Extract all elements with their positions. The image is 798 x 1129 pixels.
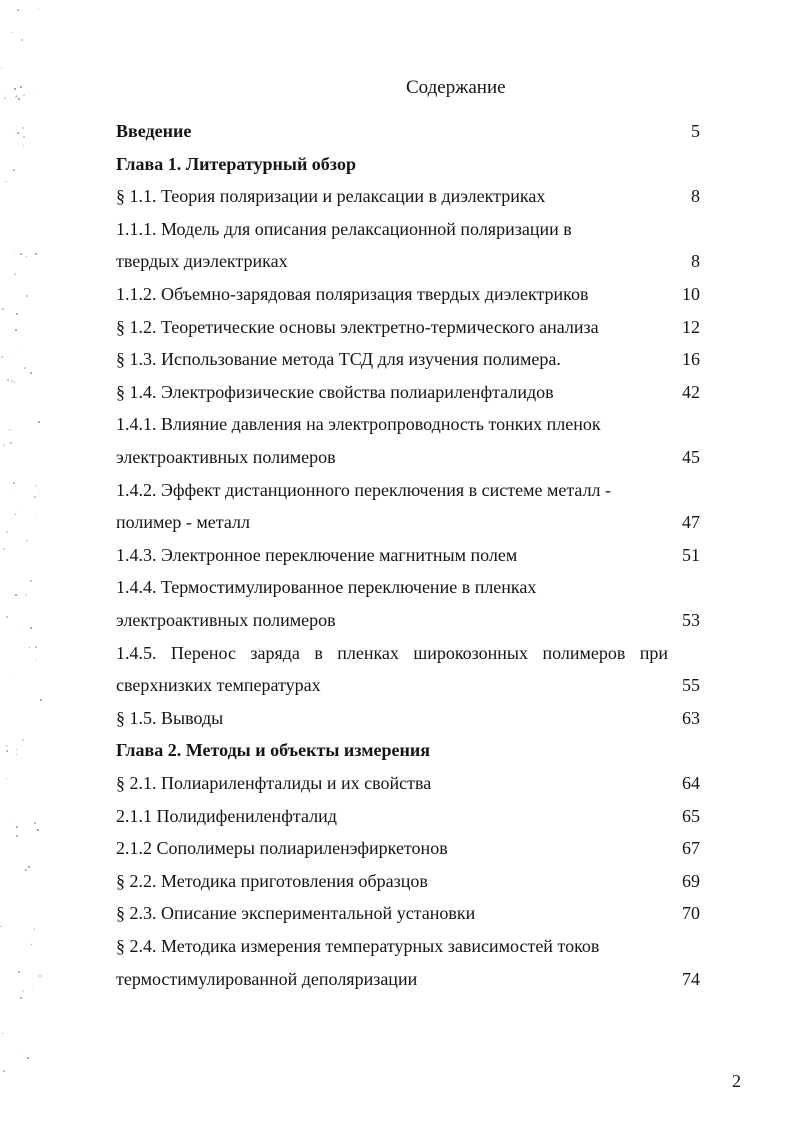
page-number: 2 <box>732 1071 741 1091</box>
scan-speck <box>30 627 32 629</box>
scan-speck <box>21 346 22 347</box>
scan-speck <box>18 971 20 973</box>
scan-speck <box>32 986 33 987</box>
scan-speck <box>6 745 8 747</box>
toc-entry: § 2.2. Методика приготовления образцов <box>116 871 428 891</box>
scan-speck <box>6 531 8 533</box>
scan-speck <box>7 379 9 381</box>
toc-page-number: 67 <box>682 838 700 858</box>
scan-speck <box>14 253 15 254</box>
scan-speck <box>3 1070 5 1072</box>
scan-speck <box>30 372 32 374</box>
scan-speck <box>34 496 36 498</box>
toc-page-number: 65 <box>682 806 700 826</box>
scan-speck <box>23 94 25 96</box>
scan-speck <box>18 98 20 100</box>
toc-page-number: 63 <box>682 708 700 728</box>
scan-speck <box>12 677 13 678</box>
scan-speck <box>39 975 41 977</box>
scan-speck <box>6 778 7 779</box>
scan-speck <box>16 835 18 837</box>
toc-entry: § 1.2. Теоретические основы электретно-термического анализа <box>116 317 599 337</box>
scan-speck <box>13 169 15 171</box>
scan-speck <box>3 444 5 446</box>
toc-entry: 1.4.3. Электронное переключение магнитным полем <box>116 545 518 565</box>
scan-speck <box>38 421 40 423</box>
toc-entry: электроактивных полимеров <box>116 610 336 630</box>
scan-speck <box>11 380 13 382</box>
scan-speck <box>23 145 24 146</box>
scan-speck <box>33 928 35 930</box>
toc-heading: Введение <box>116 121 192 141</box>
scan-speck <box>1 67 2 68</box>
toc-entry: 2.1.1 Полидифениленфталид <box>116 806 337 826</box>
scan-speck <box>22 127 24 129</box>
scan-speck <box>4 97 6 99</box>
toc-entry: сверхнизких температурах <box>116 675 321 695</box>
scan-speck <box>34 822 36 824</box>
scan-speck <box>5 181 7 183</box>
toc-page-number: 70 <box>682 903 700 923</box>
scan-speck <box>14 273 16 275</box>
toc-page-number: 55 <box>682 675 700 695</box>
toc-entry: 1.4.5. Перенос заряда в пленках широкозонных полимеров при <box>116 643 668 663</box>
scan-speck <box>15 96 17 98</box>
scan-speck <box>12 32 13 33</box>
scan-speck <box>35 91 36 92</box>
scan-speck <box>15 594 17 596</box>
scan-speck <box>6 750 8 752</box>
toc-page-number: 64 <box>682 773 700 793</box>
toc-heading: Глава 2. Методы и объекты измерения <box>116 740 430 760</box>
scan-speck <box>14 353 15 354</box>
scan-speck <box>9 429 11 431</box>
toc-entry: электроактивных полимеров <box>116 447 336 467</box>
scan-speck <box>30 580 32 582</box>
toc-entry: § 2.4. Методика измерения температурных зависимостей токов <box>116 936 600 956</box>
scan-speck <box>16 754 17 755</box>
scan-speck <box>29 936 30 937</box>
scan-speck <box>21 39 23 41</box>
scan-speck <box>26 256 27 257</box>
scan-speck <box>16 313 18 315</box>
scan-speck <box>40 699 42 701</box>
toc-entry: § 1.3. Использование метода ТСД для изучения полимера. <box>116 349 561 369</box>
scan-speck <box>35 518 36 519</box>
toc-entry: § 2.1. Полиариленфталиды и их свойства <box>116 773 432 793</box>
toc-page-number: 51 <box>682 545 700 565</box>
toc-page-number: 10 <box>682 284 700 304</box>
scan-speck <box>29 647 30 648</box>
toc-entry: § 1.4. Электрофизические свойства полиариленфталидов <box>116 382 554 402</box>
scan-speck <box>13 482 15 484</box>
toc-entry: § 1.5. Выводы <box>116 708 224 728</box>
scan-speck <box>26 295 28 297</box>
toc-page-number: 42 <box>682 382 700 402</box>
scan-speck <box>17 9 19 11</box>
page-title: Содержание <box>406 77 506 98</box>
scan-speck <box>15 329 17 331</box>
scan-speck <box>2 308 4 310</box>
scan-speck <box>20 253 22 255</box>
scan-speck <box>35 485 37 487</box>
scan-speck <box>28 866 30 868</box>
scan-speck <box>2 1033 3 1034</box>
toc-page-number: 53 <box>682 610 700 630</box>
scan-speck <box>22 990 24 992</box>
scan-speck <box>24 367 26 369</box>
toc-heading: Глава 1. Литературный обзор <box>116 154 356 174</box>
toc-entry: 1.1.2. Объемно-зарядовая поляризация твердых диэлектриков <box>116 284 589 304</box>
scan-speck <box>17 132 19 134</box>
scan-speck <box>3 548 5 550</box>
toc-entry: 1.4.4. Термостимулированное переключение в пленках <box>116 577 537 597</box>
scan-speck <box>14 88 16 90</box>
toc-page-number: 47 <box>682 512 700 532</box>
toc-entry: твердых диэлектриках <box>116 251 288 271</box>
toc-entry: 1.1.1. Модель для описания релаксационной поляризации в <box>116 219 572 239</box>
scan-speck <box>9 495 10 496</box>
toc-page-number: 12 <box>682 317 700 337</box>
scan-speck <box>1 90 2 91</box>
scan-speck <box>22 739 24 741</box>
toc-entry: § 1.1. Теория поляризации и релаксации в диэлектриках <box>116 186 546 206</box>
scan-speck <box>19 504 20 505</box>
scan-speck <box>36 659 37 660</box>
scan-speck <box>20 86 22 88</box>
scan-speck <box>35 646 37 648</box>
scan-speck <box>10 134 11 135</box>
scan-speck <box>37 829 39 831</box>
scan-speck <box>0 926 1 927</box>
scan-speck <box>6 616 8 618</box>
toc-page-number: 8 <box>691 186 700 206</box>
toc-entry: полимер - металл <box>116 512 250 532</box>
scan-speck <box>31 944 32 945</box>
scan-speck <box>23 136 25 138</box>
toc-page-number: 8 <box>691 251 700 271</box>
scan-speck <box>25 594 27 596</box>
scan-speck <box>25 869 27 871</box>
scan-speck <box>10 442 12 444</box>
scan-speck <box>14 382 15 383</box>
scan-speck <box>39 490 40 491</box>
scan-speck <box>26 540 28 542</box>
toc-page-number: 45 <box>682 447 700 467</box>
toc-entry: § 2.3. Описание экспериментальной установки <box>116 903 476 923</box>
scan-speck <box>18 1051 19 1052</box>
toc-page-number: 16 <box>682 349 700 369</box>
toc-entry: термостимулированной деполяризации <box>116 969 418 989</box>
toc-page-number: 74 <box>682 969 700 989</box>
scan-speck <box>27 1057 29 1059</box>
scan-speck <box>38 8 39 9</box>
toc-page-number: 5 <box>691 121 700 141</box>
toc-page-number: 69 <box>682 871 700 891</box>
scan-speck <box>35 253 37 255</box>
scan-speck <box>21 626 22 627</box>
scan-speck <box>16 826 18 828</box>
scan-speck <box>20 997 22 999</box>
toc-entry: 1.4.2. Эффект дистанционного переключения в системе металл - <box>116 480 612 500</box>
scan-speck <box>16 749 17 750</box>
toc-entry: 2.1.2 Сополимеры полиариленэфиркетонов <box>116 838 448 858</box>
scan-speck <box>15 514 16 515</box>
scan-speck <box>9 817 10 818</box>
scan-speck <box>1 356 3 358</box>
toc-entry: 1.4.1. Влияние давления на электропроводность тонких пленок <box>116 414 601 434</box>
